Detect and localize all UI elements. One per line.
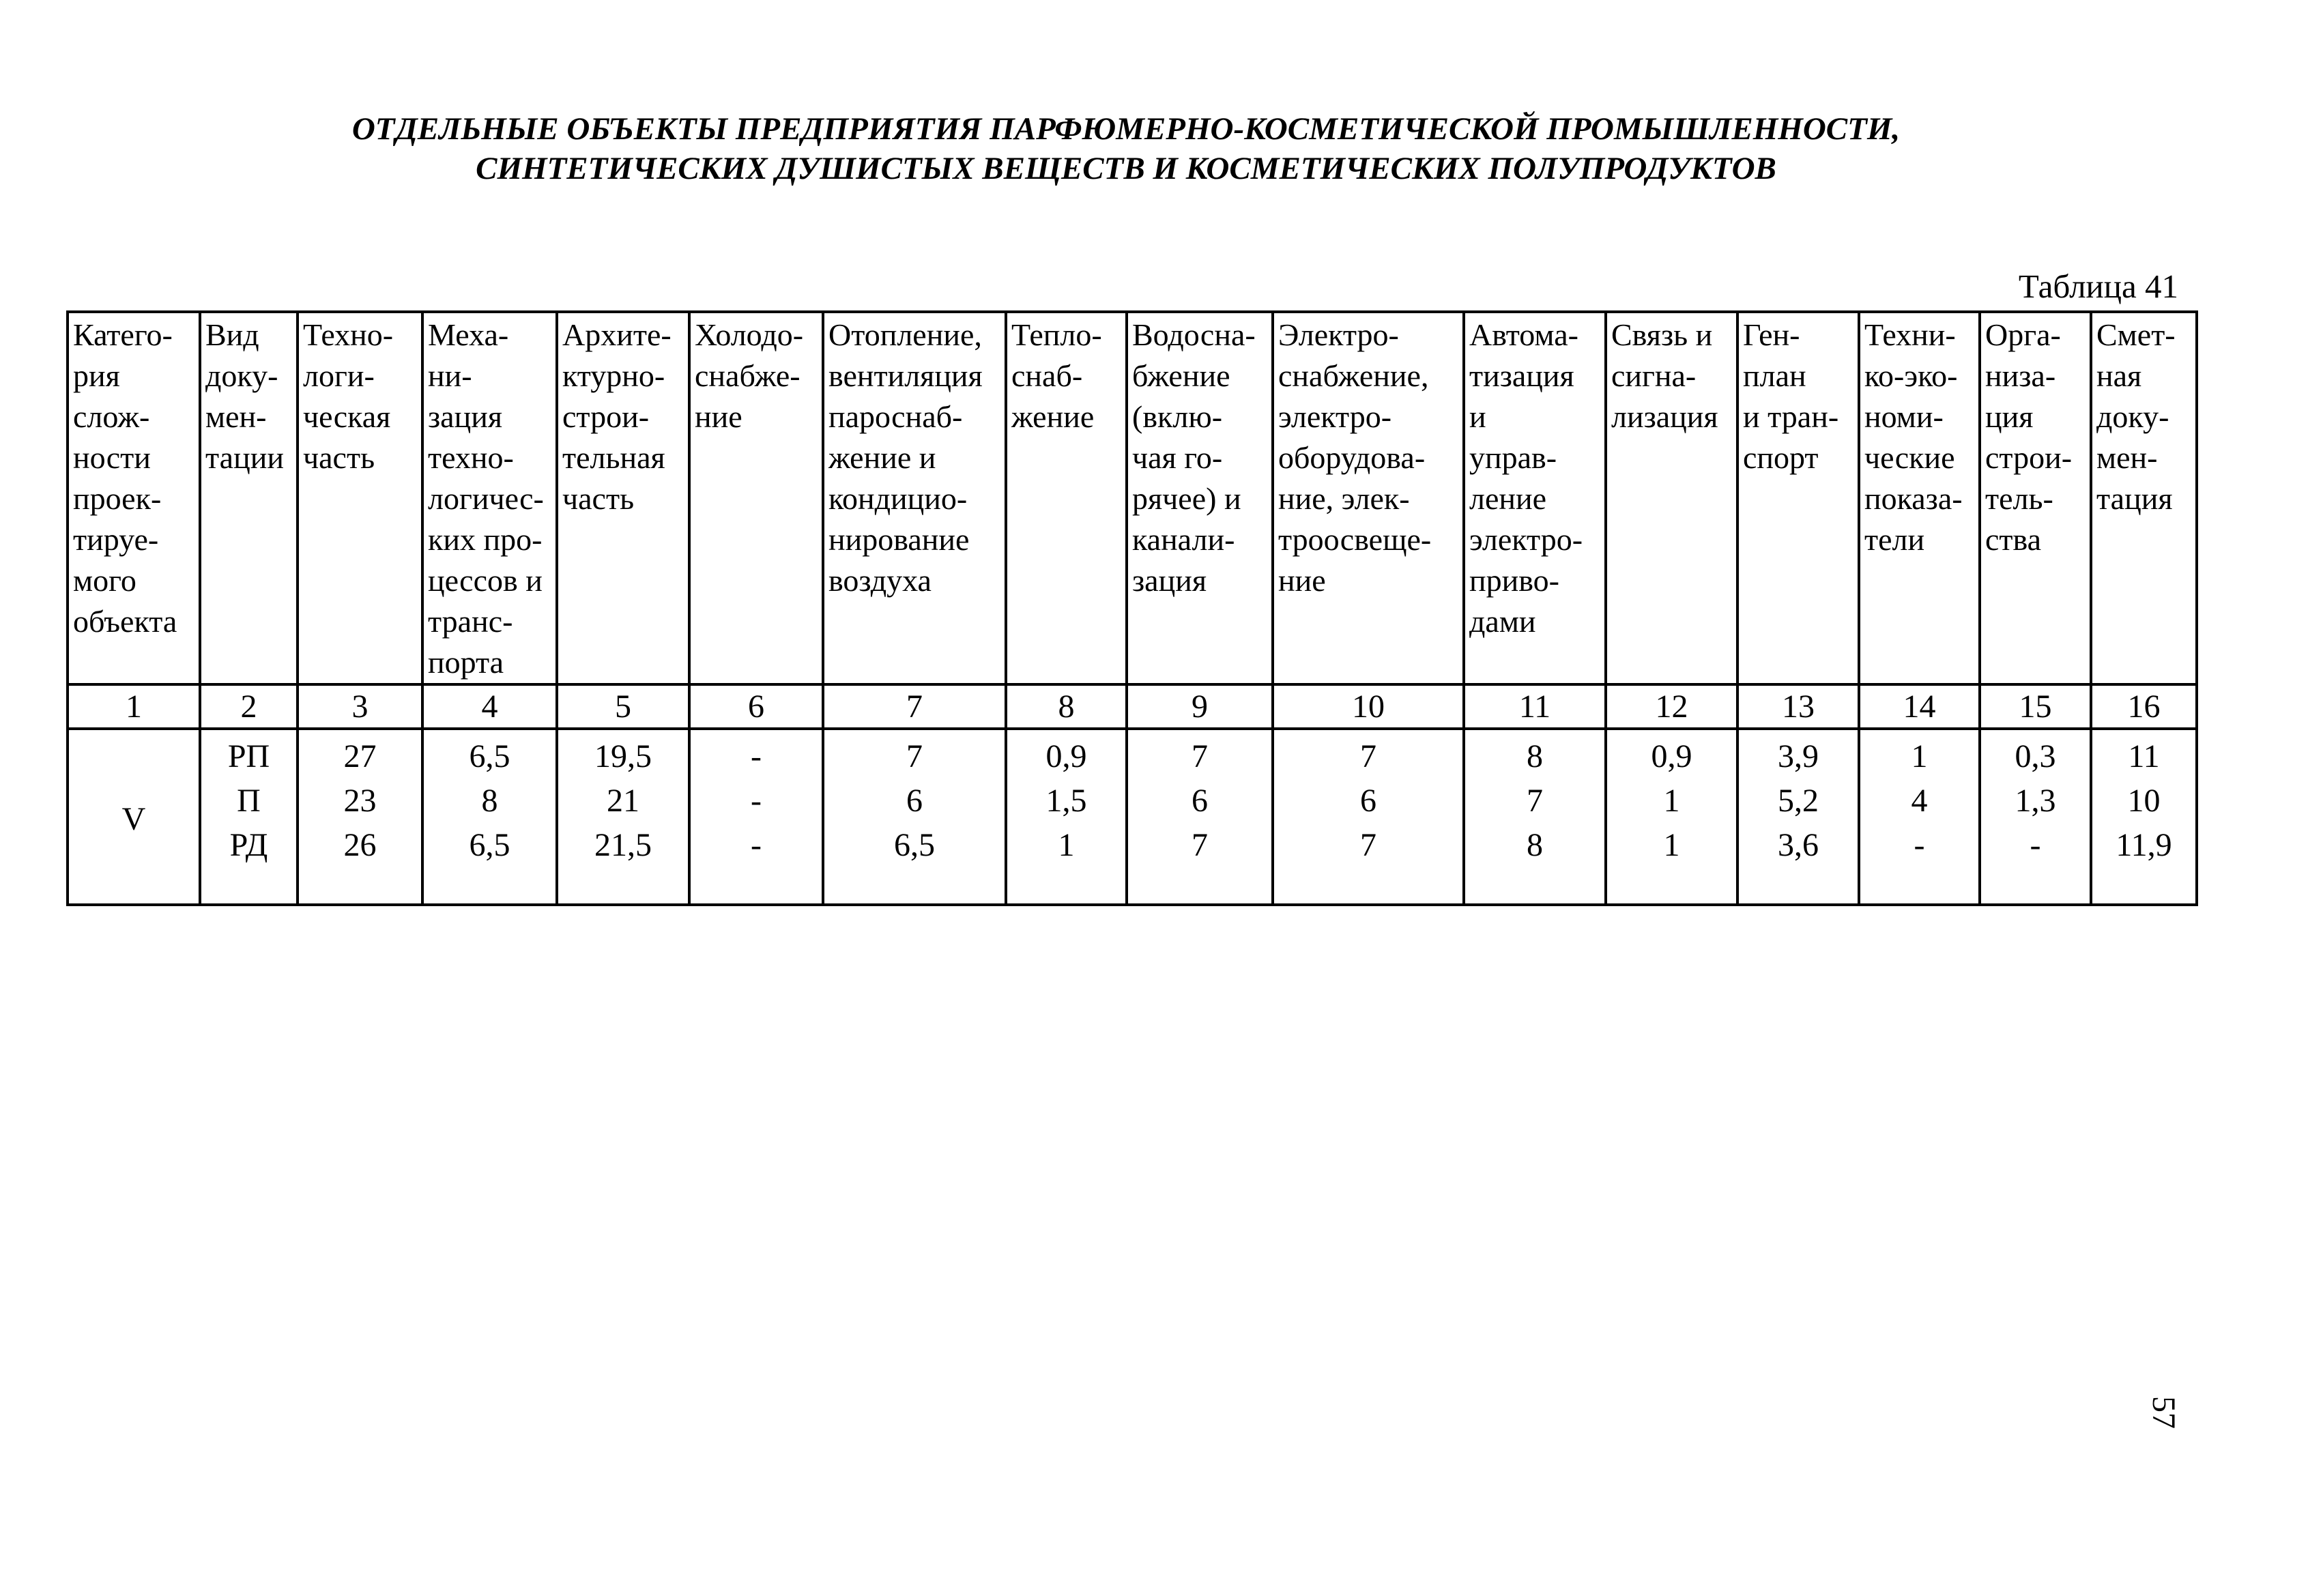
column-header-14 xyxy=(1859,312,1980,684)
column-header-text: Автома- тизация и управ- ление электро- приво- дами xyxy=(1469,317,1583,639)
table-cell: 6 xyxy=(1192,783,1208,819)
data-column-12 xyxy=(1606,729,1737,905)
data-column-8 xyxy=(1006,729,1127,905)
table-cell: 0,3 xyxy=(2015,738,2056,774)
data-column-6 xyxy=(689,729,823,905)
data-column-10 xyxy=(1273,729,1464,905)
data-column-15 xyxy=(1980,729,2091,905)
table-cell: 6 xyxy=(1360,783,1376,819)
cell-values xyxy=(1007,734,1125,867)
cell-values xyxy=(1860,734,1978,867)
column-number-1: 1 xyxy=(68,684,200,729)
table-cell: 3,9 xyxy=(1778,738,1819,774)
table-cell: 6,5 xyxy=(469,827,510,863)
table-cell: 6,5 xyxy=(469,738,510,774)
document-title xyxy=(0,109,2252,188)
table-cell: 7 xyxy=(1527,783,1543,819)
table-cell: 0,9 xyxy=(1651,738,1692,774)
column-header-13 xyxy=(1737,312,1859,684)
column-number-row xyxy=(68,684,2197,729)
column-header-10 xyxy=(1273,312,1464,684)
column-number-13: 13 xyxy=(1737,684,1859,729)
column-number-8: 8 xyxy=(1006,684,1127,729)
column-header-text: Архите- ктурно- строи- тельная часть xyxy=(562,317,672,516)
table-cell: - xyxy=(751,827,762,863)
column-header-2 xyxy=(200,312,298,684)
column-header-3 xyxy=(298,312,422,684)
table-cell: - xyxy=(751,738,762,774)
table-cell: 19,5 xyxy=(594,738,652,774)
cell-values xyxy=(558,734,688,867)
column-number-9: 9 xyxy=(1127,684,1273,729)
column-number-4: 4 xyxy=(422,684,557,729)
column-header-text: Вид доку- мен- тации xyxy=(205,317,284,475)
table-cell: 10 xyxy=(2127,783,2161,819)
data-column-13 xyxy=(1737,729,1859,905)
header-row xyxy=(68,312,2197,684)
cell-values xyxy=(1465,734,1604,867)
column-header-text: Тепло- снаб- жение xyxy=(1011,317,1102,434)
table-cell: 6 xyxy=(906,783,923,819)
cell-values xyxy=(1981,734,2090,867)
column-header-4 xyxy=(422,312,557,684)
table-cell: 6,5 xyxy=(894,827,935,863)
category-cell: V xyxy=(68,729,200,905)
data-column-14 xyxy=(1859,729,1980,905)
data-table xyxy=(66,310,2198,906)
table-cell: 5,2 xyxy=(1778,783,1819,819)
table-cell: 7 xyxy=(1192,738,1208,774)
data-column-16 xyxy=(2091,729,2197,905)
data-column-4 xyxy=(422,729,557,905)
column-header-11 xyxy=(1464,312,1606,684)
data-column-5 xyxy=(557,729,689,905)
table-cell: 1,3 xyxy=(2015,783,2056,819)
column-header-15 xyxy=(1980,312,2091,684)
column-header-text: Ген- план и тран- спорт xyxy=(1743,317,1839,475)
table-cell: П xyxy=(237,783,261,819)
table-cell: - xyxy=(2030,827,2041,863)
column-header-text: Отопление, вентиляция пароснаб- жение и кондицио- нирование воздуха xyxy=(828,317,983,598)
table-cell: 23 xyxy=(343,783,377,819)
table-cell: 4 xyxy=(1911,783,1928,819)
title-line-1: ОТДЕЛЬНЫЕ ОБЪЕКТЫ ПРЕДПРИЯТИЯ ПАРФЮМЕРНО-КОСМЕТИЧЕСКОЙ ПРОМЫШЛЕННОСТИ, xyxy=(351,111,1901,147)
column-number-16: 16 xyxy=(2091,684,2197,729)
column-number-5: 5 xyxy=(557,684,689,729)
column-header-text: Смет- ная доку- мен- тация xyxy=(2096,317,2176,516)
cell-values xyxy=(1128,734,1271,867)
cell-values xyxy=(2092,734,2195,867)
column-header-7 xyxy=(823,312,1006,684)
column-header-text: Меха- ни- зация техно- логичес- ких про- цессов и транс- порта xyxy=(428,317,544,680)
column-number-2: 2 xyxy=(200,684,298,729)
column-header-1 xyxy=(68,312,200,684)
column-header-text: Водосна- бжение (вклю- чая го- рячее) и канали- зация xyxy=(1132,317,1256,598)
column-number-11: 11 xyxy=(1464,684,1606,729)
data-column-3 xyxy=(298,729,422,905)
column-header-16 xyxy=(2091,312,2197,684)
data-column-2 xyxy=(200,729,298,905)
table-cell: 1,5 xyxy=(1045,783,1087,819)
cell-values xyxy=(1739,734,1858,867)
table-cell: 1 xyxy=(1663,783,1680,819)
data-column-11 xyxy=(1464,729,1606,905)
column-header-12 xyxy=(1606,312,1737,684)
column-header-text: Электро- снабжение, электро- оборудова- ние, элек- троосвеще- ние xyxy=(1278,317,1432,598)
table-cell: 7 xyxy=(1360,827,1376,863)
data-row xyxy=(68,729,2197,905)
table-cell: 8 xyxy=(481,783,498,819)
table-label: Таблица 41 xyxy=(2018,267,2178,305)
data-column-7 xyxy=(823,729,1006,905)
table-cell: 1 xyxy=(1058,827,1075,863)
column-number-12: 12 xyxy=(1606,684,1737,729)
cell-values xyxy=(824,734,1005,867)
table-cell: 7 xyxy=(1360,738,1376,774)
table-cell: 1 xyxy=(1663,827,1680,863)
cell-values xyxy=(1274,734,1462,867)
table-cell: 7 xyxy=(1192,827,1208,863)
page-number: 57 xyxy=(2146,1396,2182,1429)
table-cell: 21 xyxy=(607,783,639,819)
column-header-text: Орга- низа- ция строи- тель- ства xyxy=(1985,317,2073,557)
column-header-text: Техни- ко-эко- номи- ческие показа- тели xyxy=(1864,317,1963,557)
table-cell: РД xyxy=(229,827,268,863)
table-cell: 27 xyxy=(343,738,377,774)
column-header-text: Связь и сигна- лизация xyxy=(1611,317,1718,434)
cell-values xyxy=(424,734,556,867)
column-number-7: 7 xyxy=(823,684,1006,729)
column-number-10: 10 xyxy=(1273,684,1464,729)
column-number-15: 15 xyxy=(1980,684,2091,729)
table-cell: 11,9 xyxy=(2116,827,2172,863)
column-header-text: Холодо- снабже- ние xyxy=(695,317,804,434)
table-cell: 1 xyxy=(1911,738,1928,774)
table-cell: 21,5 xyxy=(594,827,652,863)
table-cell: 26 xyxy=(343,827,377,863)
table-cell: 8 xyxy=(1527,827,1543,863)
table-cell: 0,9 xyxy=(1045,738,1087,774)
table-cell: 3,6 xyxy=(1778,827,1819,863)
cell-values xyxy=(1607,734,1736,867)
column-header-5 xyxy=(557,312,689,684)
column-number-3: 3 xyxy=(298,684,422,729)
table-cell: - xyxy=(1914,827,1925,863)
table-cell: 11 xyxy=(2128,738,2160,774)
title-line-2: СИНТЕТИЧЕСКИХ ДУШИСТЫХ ВЕЩЕСТВ И КОСМЕТИЧЕСКИХ ПОЛУПРОДУКТОВ xyxy=(476,151,1776,186)
column-number-6: 6 xyxy=(689,684,823,729)
cell-values xyxy=(299,734,421,867)
column-number-14: 14 xyxy=(1859,684,1980,729)
column-header-8 xyxy=(1006,312,1127,684)
column-header-text: Техно- логи- ческая часть xyxy=(303,317,394,475)
table-cell: РП xyxy=(227,738,270,774)
column-header-6 xyxy=(689,312,823,684)
table-cell: 7 xyxy=(906,738,923,774)
data-column-9 xyxy=(1127,729,1273,905)
table-cell: - xyxy=(751,783,762,819)
cell-values xyxy=(691,734,822,867)
column-header-text: Катего- рия слож- ности проек- тируе- мого объекта xyxy=(73,317,177,639)
cell-values xyxy=(201,734,296,867)
table-cell: 8 xyxy=(1527,738,1543,774)
column-header-9 xyxy=(1127,312,1273,684)
